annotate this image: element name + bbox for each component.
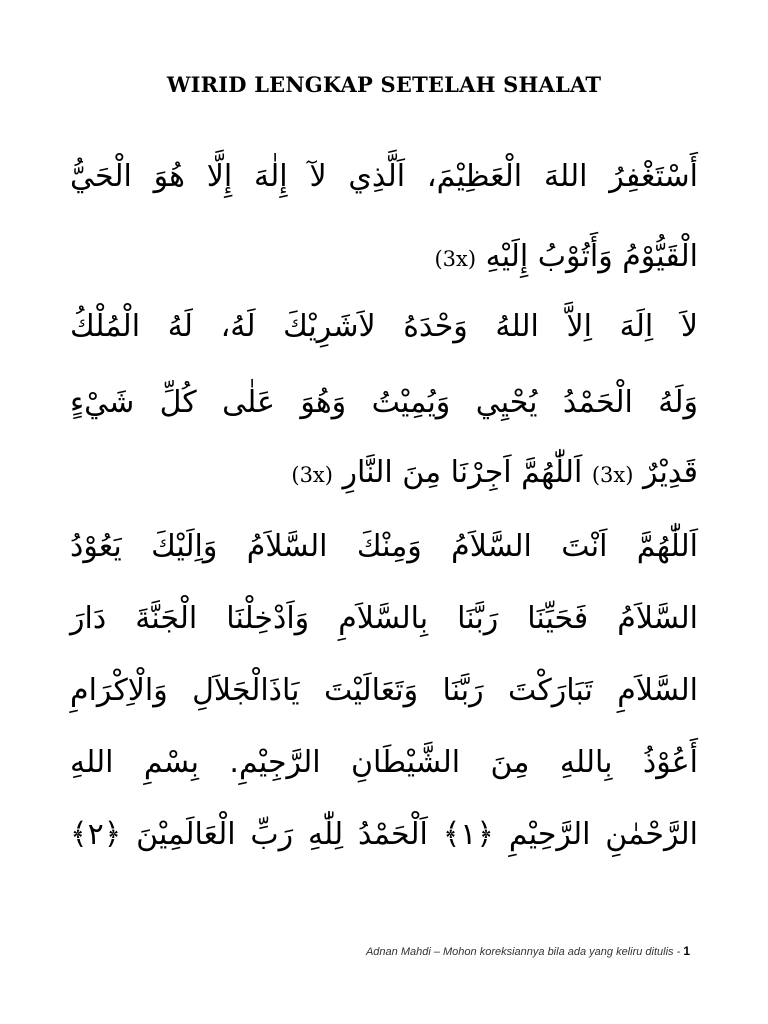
page-title: WIRID LENGKAP SETELAH SHALAT	[166, 72, 602, 97]
arabic-line-4: وَلَهُ الْحَمْدُ يُحْيِي وَيُمِيْتُ وَهُوَ عَلٰى كُلِّ شَيْءٍ	[70, 385, 698, 420]
arabic-line-2	[70, 239, 698, 274]
arabic-line-10: الرَّحْمٰنِ الرَّحِيْمِ ﴿١﴾ اَلْحَمْدُ لِلّٰهِ رَبِّ الْعَالَمِيْنَ ﴿٢﴾	[70, 817, 699, 852]
arabic-line-5b-text: اَللّٰهُمَّ اَجِرْنَا مِنَ النَّارِ	[342, 455, 583, 490]
page-number: 1	[683, 944, 690, 958]
repeat-count: (3x)	[291, 463, 333, 487]
page-footer	[366, 944, 690, 958]
arabic-line-7: السَّلاَمُ فَحَيِّنَا رَبَّنَا بِالسَّلاَمِ وَاَدْخِلْنَا الْجَنَّةَ دَارَ	[70, 601, 698, 636]
arabic-line-5	[70, 455, 698, 490]
arabic-line-5a-text: قَدِيْرٌ	[643, 455, 698, 490]
arabic-line-3: لاَ اِلَهَ اِلاَّ اللهُ وَحْدَهُ لاَشَرِيْكَ لَهُ، لَهُ الْمُلْكُ	[70, 309, 698, 344]
arabic-line-6: اَللّٰهُمَّ اَنْتَ السَّلاَمُ وَمِنْكَ السَّلاَمُ وَاِلَيْكَ يَعُوْدُ	[70, 529, 698, 564]
arabic-line-9: أَعُوْذُ بِاللهِ مِنَ الشَّيْطَانِ الرَّجِيْمِ. بِسْمِ اللهِ	[70, 745, 698, 780]
arabic-line-8: السَّلاَمِ تَبَارَكْتَ رَبَّنَا وَتَعَالَيْتَ يَاذَالْجَلاَلِ وَالْاِكْرَامِ	[70, 673, 698, 708]
arabic-line-2-text: الْقَيُّوْمُ وَأَتُوْبُ إِلَيْهِ	[485, 239, 698, 274]
repeat-count: (3x)	[434, 247, 477, 271]
repeat-count: (3x)	[591, 463, 634, 487]
footer-text: Adnan Mahdi – Mohon koreksiannya bila ada yang keliru ditulis -	[365, 946, 681, 958]
arabic-line-1: أَسْتَغْفِرُ اللهَ الْعَظِيْمَ، اَلَّذِي لآ إِلٰهَ إِلَّا هُوَ الْحَيُّ	[70, 159, 698, 194]
